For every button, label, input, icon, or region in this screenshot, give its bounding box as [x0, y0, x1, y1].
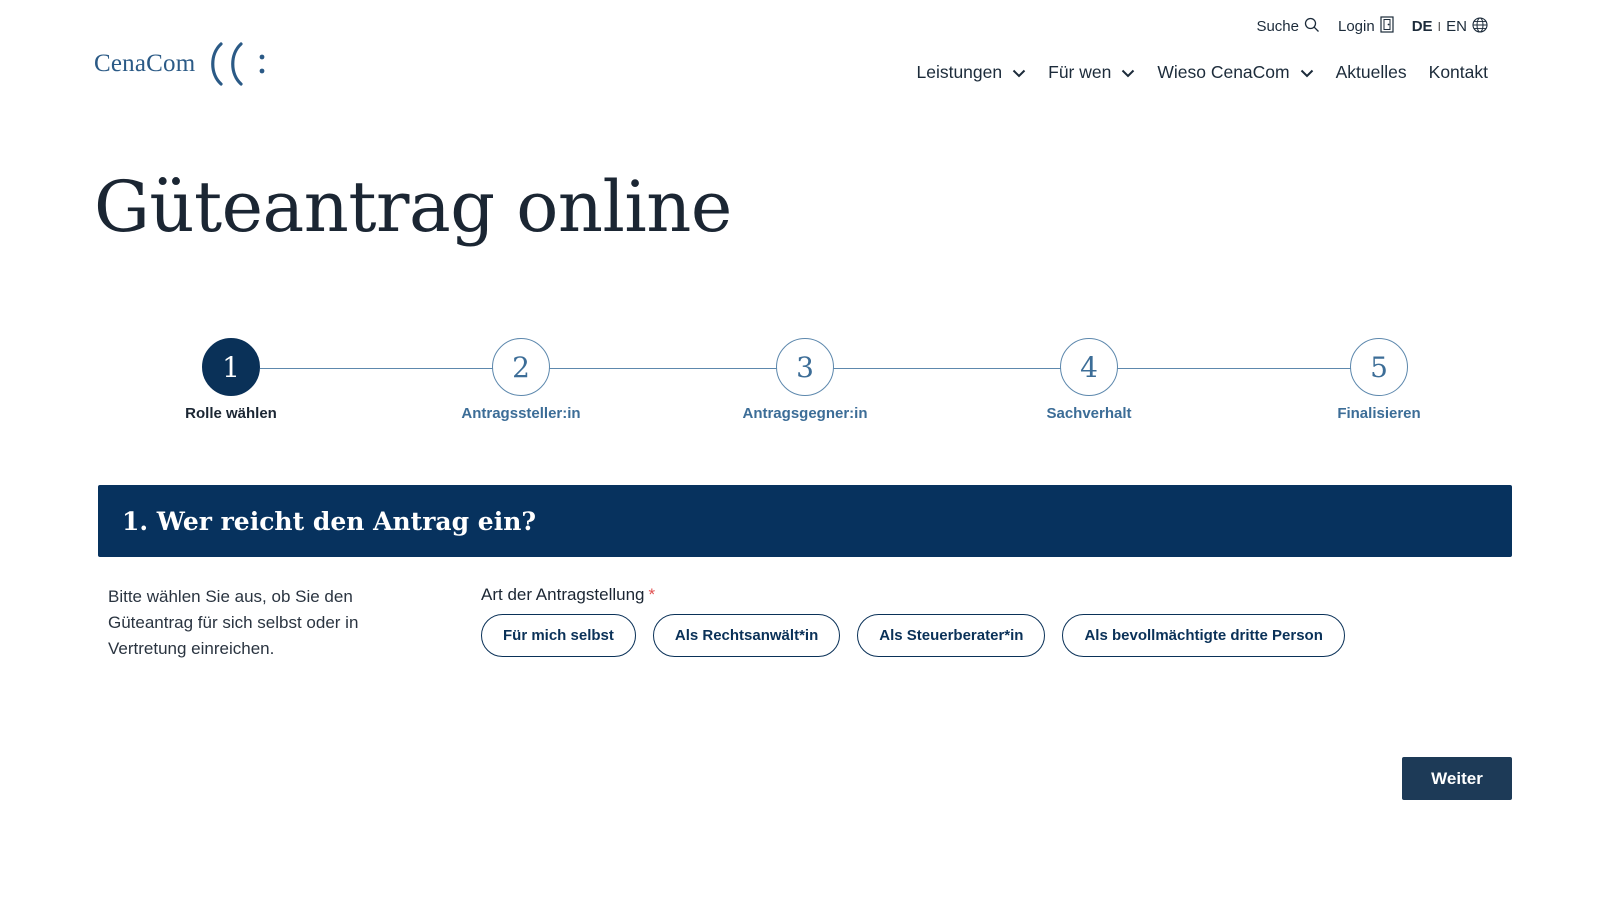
chevron-down-icon [1012, 62, 1026, 83]
logo[interactable] [94, 40, 271, 88]
login-label: Login [1337, 18, 1375, 35]
step-circle: 2 [492, 338, 550, 396]
step-circle: 3 [776, 338, 834, 396]
step-label: Finalisieren [1337, 405, 1421, 422]
utility-nav [1256, 16, 1488, 37]
login-icon [1380, 16, 1394, 37]
nav-label: Für wen [1048, 62, 1112, 82]
nav-item-wieso-cenacom[interactable] [1157, 62, 1313, 83]
step-3[interactable] [705, 338, 905, 422]
next-button[interactable]: Weiter [1402, 757, 1512, 800]
nav-item-fuer-wen[interactable] [1048, 62, 1135, 83]
chevron-down-icon [1300, 62, 1314, 83]
nav-item-leistungen[interactable] [916, 62, 1026, 83]
lang-en[interactable]: EN [1446, 18, 1467, 35]
section-description: Bitte wählen Sie aus, ob Sie den Güteantrag für sich selbst oder in Vertretung einreichen. [108, 587, 359, 658]
field-label [481, 585, 655, 605]
step-circle: 5 [1350, 338, 1408, 396]
section-header [98, 485, 1512, 557]
nav-label: Leistungen [916, 62, 1003, 82]
search-link[interactable] [1256, 17, 1320, 37]
globe-icon[interactable] [1472, 17, 1488, 37]
nav-item-aktuelles[interactable] [1336, 62, 1407, 83]
login-link[interactable] [1338, 16, 1394, 37]
nav-item-kontakt[interactable] [1429, 62, 1488, 83]
logo-text: CenaCom [94, 50, 196, 77]
search-icon [1304, 17, 1320, 37]
main-nav [916, 62, 1488, 83]
step-label: Antragssteller:in [461, 405, 581, 422]
section-title: 1. Wer reicht den Antrag ein? [122, 506, 537, 536]
role-options [481, 614, 1345, 657]
nav-label: Kontakt [1428, 62, 1488, 82]
logo-mark-icon [207, 40, 271, 88]
step-label: Sachverhalt [1046, 405, 1132, 422]
lang-separator: I [1437, 19, 1442, 34]
step-circle: 1 [202, 338, 260, 396]
option-fuer-mich-selbst[interactable]: Für mich selbst [481, 614, 636, 657]
option-rechtsanwalt[interactable]: Als Rechtsanwält*in [653, 614, 840, 657]
search-label: Suche [1256, 18, 1299, 35]
step-5[interactable] [1279, 338, 1479, 422]
progress-stepper [0, 338, 1600, 428]
nav-label: Aktuelles [1335, 62, 1407, 82]
step-2[interactable] [421, 338, 621, 422]
lang-de[interactable]: DE [1411, 18, 1433, 35]
step-circle: 4 [1060, 338, 1118, 396]
option-steuerberater[interactable]: Als Steuerberater*in [857, 614, 1045, 657]
chevron-down-icon [1121, 62, 1135, 83]
field-label-text: Art der Antragstellung [481, 585, 645, 604]
option-bevollmaechtigte-person[interactable]: Als bevollmächtigte dritte Person [1062, 614, 1344, 657]
step-1[interactable] [131, 338, 331, 422]
step-label: Rolle wählen [185, 405, 277, 422]
page-title: Güteantrag online [94, 166, 732, 248]
nav-label: Wieso CenaCom [1157, 62, 1290, 82]
step-label: Antragsgegner:in [742, 405, 868, 422]
language-switcher [1412, 17, 1488, 37]
step-4[interactable] [989, 338, 1189, 422]
required-marker: * [648, 585, 656, 604]
